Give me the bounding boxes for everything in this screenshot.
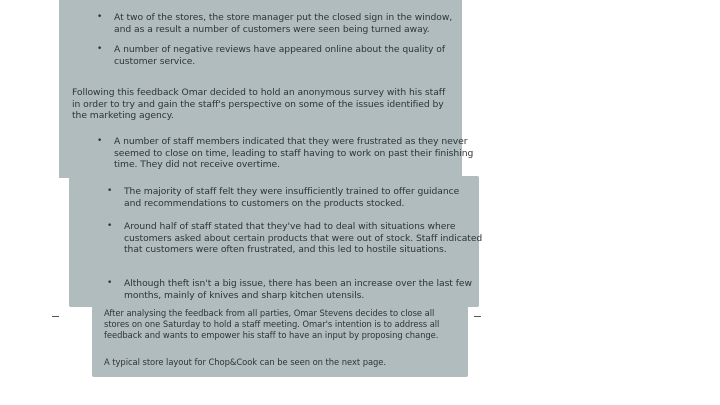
- bullet-training: • The majority of staff felt they were insufficiently trained to offer guidance and recommendations to customers on the products stocked.: [107, 186, 479, 209]
- edge-tick-left: [52, 316, 59, 317]
- paragraph-store-layout-note: A typical store layout for Chop&Cook can be seen on the next page.: [104, 357, 387, 367]
- bullet-negative-reviews: • A number of negative reviews have appeared online about the quality of customer service.: [97, 44, 469, 67]
- bullet-staff-overtime: • A number of staff members indicated that they were frustrated as they never seemed to close on time, leading to staff having to work on past their finishing time. They did not receive overtime.: [97, 136, 474, 171]
- edge-tick-right: [474, 316, 481, 317]
- bullet-theft: • Although theft isn't a big issue, there has been an increase over the last few months, mainly of knives and sharp kitchen utensils.: [107, 278, 484, 301]
- bullet-closed-sign: • At two of the stores, the store manager put the closed sign in the window, and as a result a number of customers were seen being turned away.: [97, 12, 469, 35]
- bullet-out-of-stock: • Around half of staff stated that they've had to deal with situations where customers asked about certain products that were out of stock. Staff indicated that customers were often frustrated, and this led to hostile situations.: [107, 221, 484, 256]
- paragraph-survey: Following this feedback Omar decided to hold an anonymous survey with his staff in order to try and gain the staff's perspective on some of the issues identified by the marketing agency.: [72, 87, 446, 121]
- paragraph-staff-meeting: After analysing the feedback from all parties, Omar Stevens decides to close all stores on one Saturday to hold a staff meeting. Omar's intention is to address all feedback and wants to empower his staff to have an input by proposing change.: [104, 308, 440, 340]
